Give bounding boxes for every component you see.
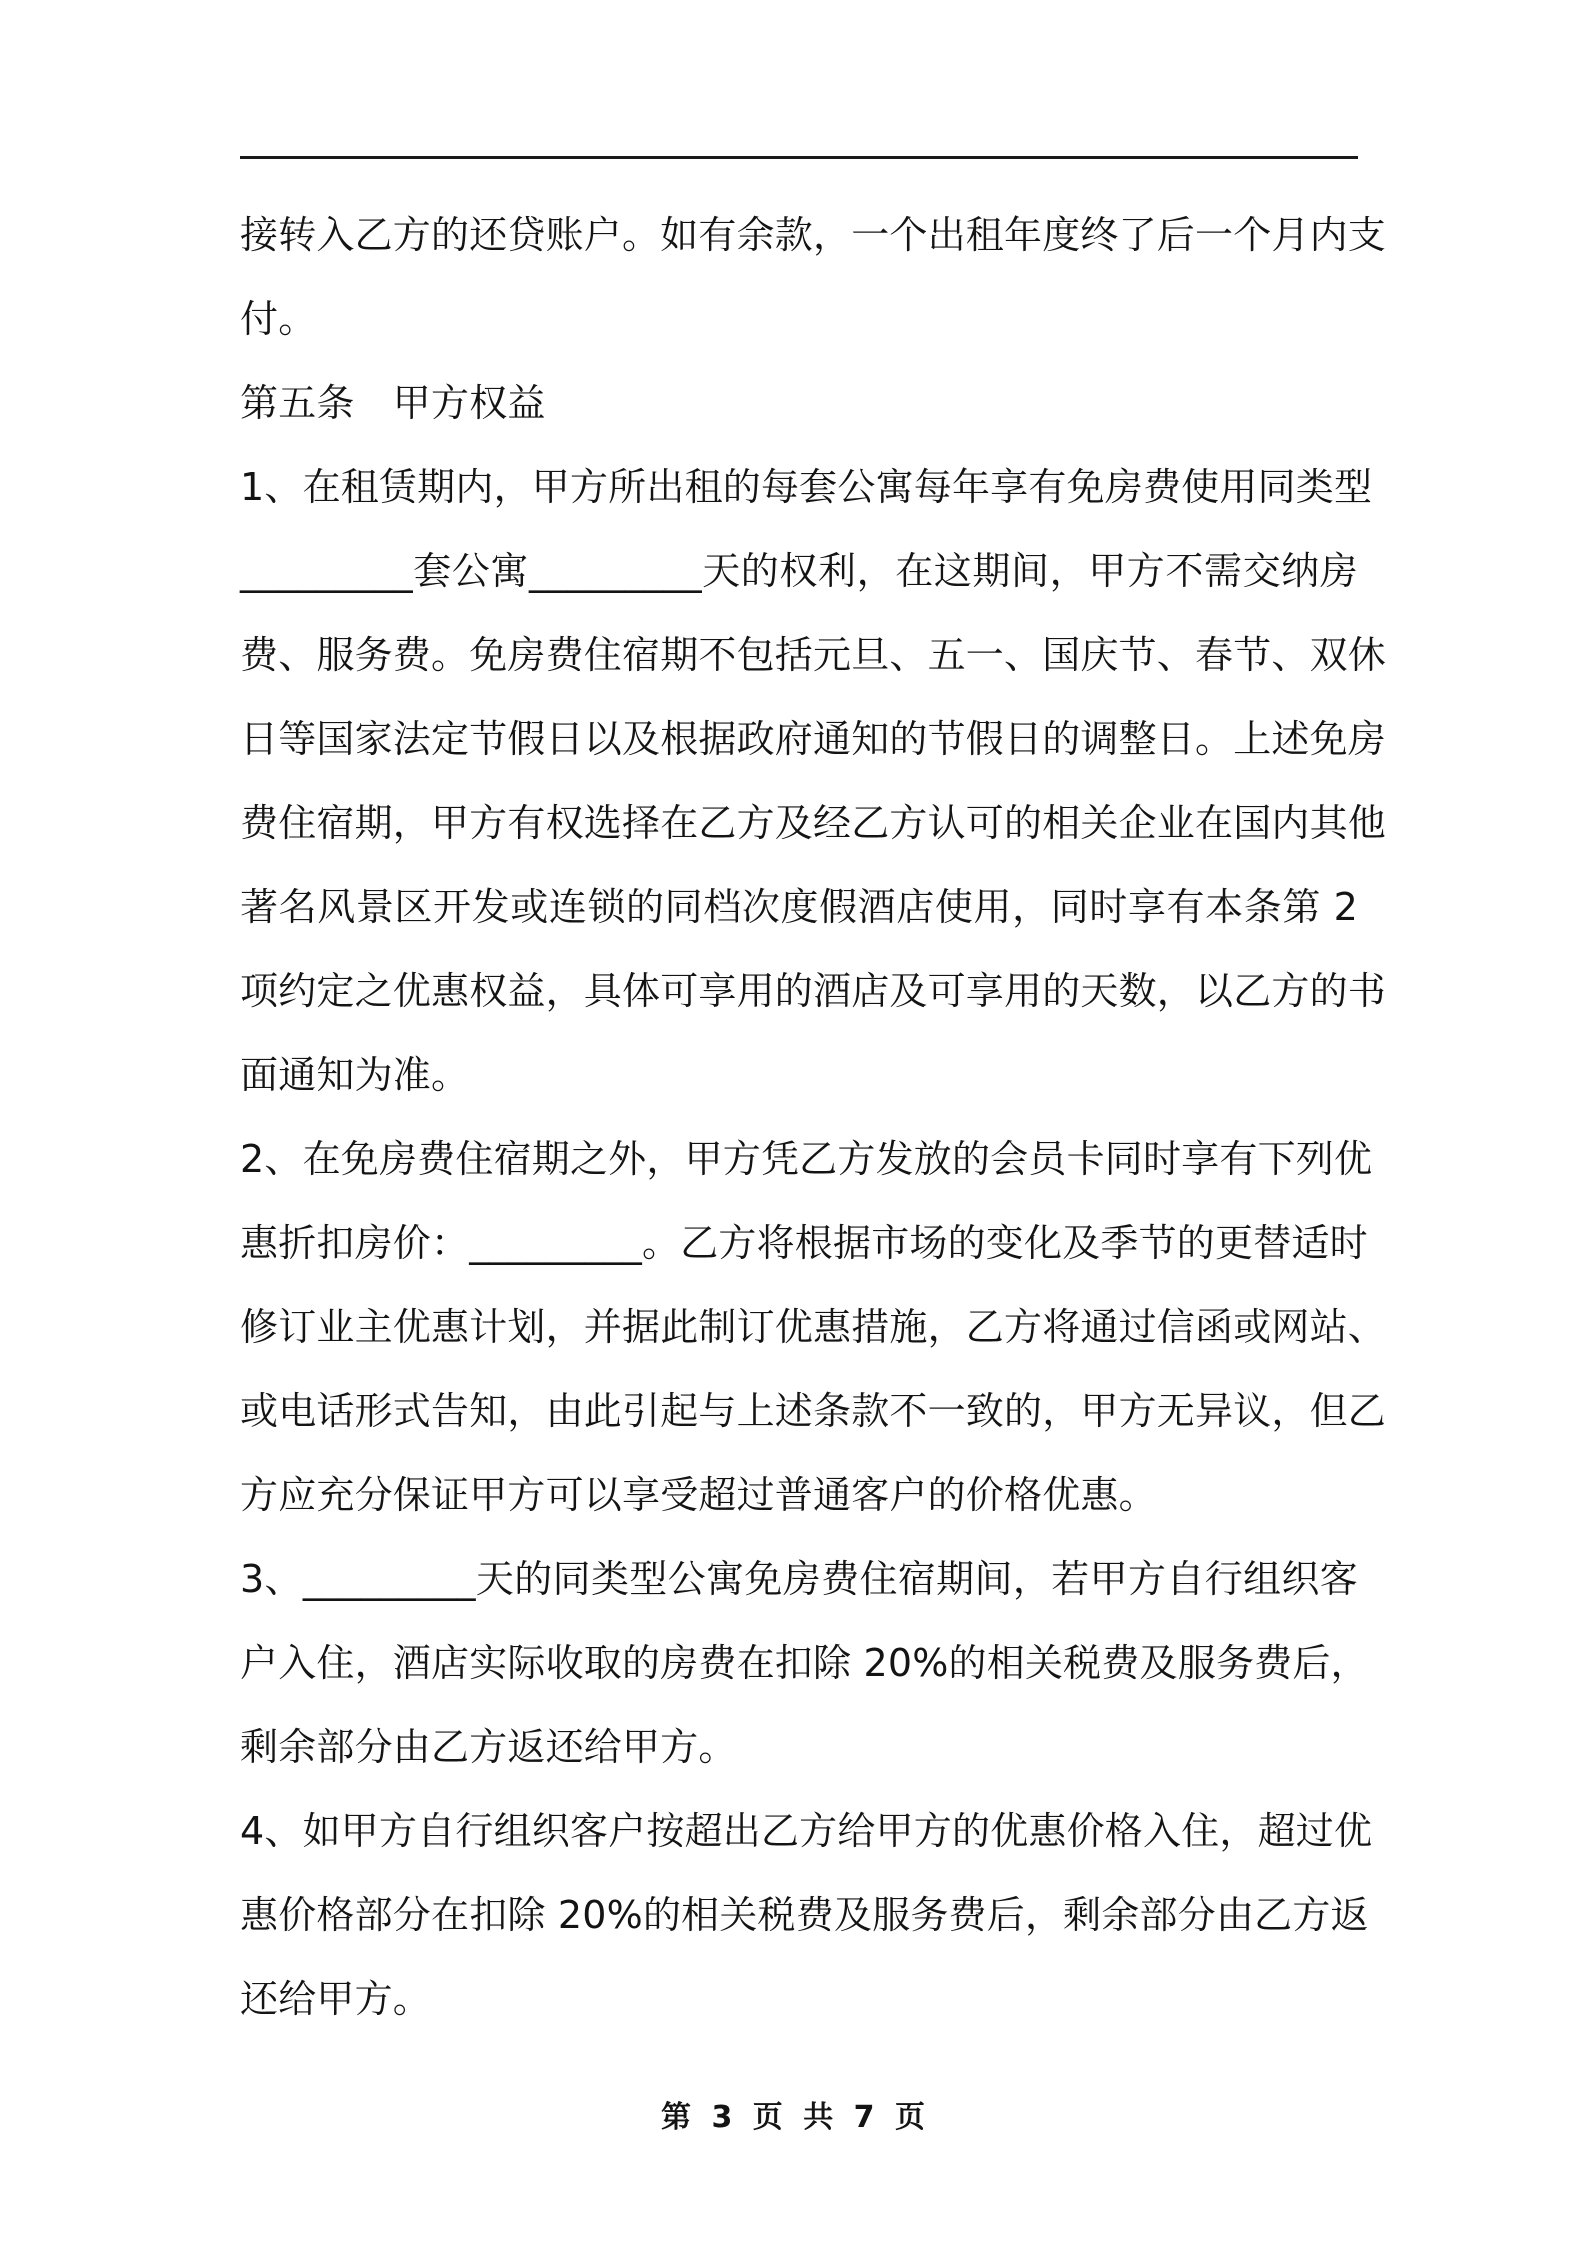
paragraph: [240, 445, 1387, 1117]
text-line: 著名风景区开发或连锁的同档次度假酒店使用，同时享有本条第 2: [240, 885, 1358, 929]
section-heading: [240, 361, 1358, 445]
text-line: 户入住，酒店实际收取的房费在扣除 20%的相关税费及服务费后，: [240, 1641, 1369, 1685]
text-line: 费、服务费。免房费住宿期不包括元旦、五一、国庆节、春节、双休: [240, 633, 1387, 677]
text-line: 接转入乙方的还贷账户。如有余款，一个出租年度终了后一个月内支: [240, 213, 1387, 257]
paragraph: [240, 193, 1387, 361]
text-line: 惠价格部分在扣除 20%的相关税费及服务费后，剩余部分由乙方返: [240, 1893, 1369, 1937]
section-heading-text: 第五条 甲方权益: [240, 381, 546, 425]
text-line: 惠折扣房价：_________。乙方将根据市场的变化及季节的更替适时: [240, 1221, 1368, 1265]
text-line: 方应充分保证甲方可以享受超过普通客户的价格优惠。: [240, 1473, 1157, 1517]
text-line: 面通知为准。: [240, 1053, 470, 1097]
text-line: 或电话形式告知，由此引起与上述条款不一致的，甲方无异议，但乙: [240, 1389, 1387, 1433]
text-line: 剩余部分由乙方返还给甲方。: [240, 1725, 737, 1769]
document-body: [240, 193, 1387, 2041]
text-line: 4、如甲方自行组织客户按超出乙方给甲方的优惠价格入住，超过优: [240, 1809, 1373, 1853]
text-line: 3、_________天的同类型公寓免房费住宿期间，若甲方自行组织客: [240, 1557, 1358, 1601]
text-line: 付。: [240, 297, 317, 341]
header-rule: [240, 156, 1358, 159]
text-line: 2、在免房费住宿期之外，甲方凭乙方发放的会员卡同时享有下列优: [240, 1137, 1373, 1181]
page-number: 第 3 页 共 7 页: [661, 2100, 925, 2135]
text-line: _________套公寓_________天的权利，在这期间，甲方不需交纳房: [240, 549, 1358, 593]
text-line: 项约定之优惠权益，具体可享用的酒店及可享用的天数，以乙方的书: [240, 969, 1387, 1013]
paragraph: [240, 1117, 1387, 1537]
paragraph: [240, 1789, 1373, 2041]
paragraph: [240, 1537, 1369, 1789]
text-line: 还给甲方。: [240, 1977, 432, 2021]
text-line: 日等国家法定节假日以及根据政府通知的节假日的调整日。上述免房: [240, 717, 1387, 761]
text-line: 1、在租赁期内，甲方所出租的每套公寓每年享有免房费使用同类型: [240, 465, 1373, 509]
text-line: 修订业主优惠计划，并据此制订优惠措施，乙方将通过信函或网站、: [240, 1305, 1387, 1349]
text-line: 费住宿期，甲方有权选择在乙方及经乙方认可的相关企业在国内其他: [240, 801, 1387, 845]
